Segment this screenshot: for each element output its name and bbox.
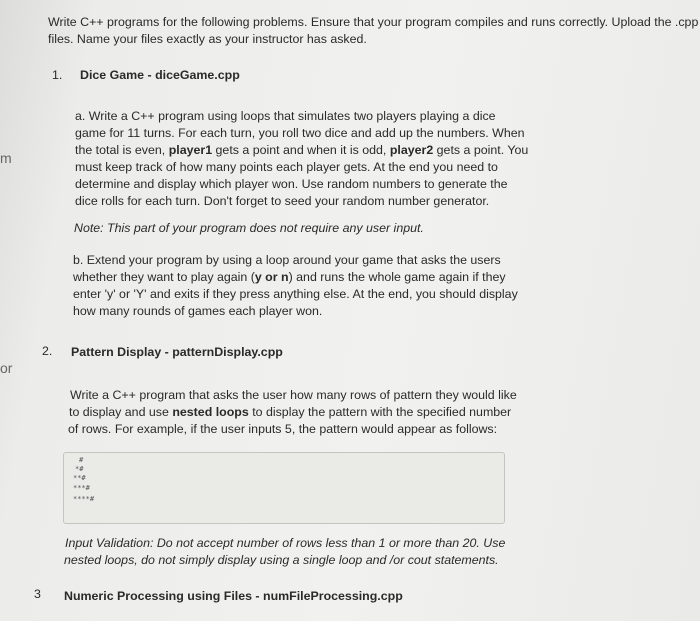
p1-b-line-3: enter 'y' or 'Y' and exits if they press anything else. At the end, you should display [73,287,518,301]
p2-line-2 [69,404,511,421]
problem-3-number: 3 [34,587,41,601]
p2-line-3: of rows. For example, if the user inputs 5, the pattern would appear as follows: [68,422,498,436]
edge-fragment-2: or [0,360,13,376]
p1-a-line-3-part-2: gets a point and when it is odd, [212,143,390,157]
intro-line-2: files. Name your files exactly as your instructor has asked. [48,32,367,46]
p1-a-line-6: dice rolls for each turn. Don't forget to seed your random number generator. [75,194,490,208]
p1-a-line-2: game for 11 turns. For each turn, you roll two dice and add up the numbers. When [75,126,525,140]
problem-3-title: Numeric Processing using Files - numFileProcessing.cpp [64,589,403,603]
p1-b-line-2-part-2: ) and runs the whole game again if they [288,270,506,284]
pattern-row-5: ****# [73,495,95,503]
pattern-row-1: # [79,456,84,464]
pattern-row-4: ***# [73,484,90,492]
problem-1-number: 1. [52,68,63,82]
p1-b-line-2-part-1: whether they want to play again ( [73,270,255,284]
p1-a-line-3-part-3: gets a point. You [433,143,529,157]
nested-loops-bold: nested loops [172,405,249,419]
p2-line-2-part-1: to display and use [69,405,173,419]
p1-b-line-4: how many rounds of games each player won. [73,304,323,318]
p2-line-2-part-2: to display the pattern with the specified number [248,405,512,419]
player2-bold: player2 [389,143,434,157]
problem-1-title: Dice Game - diceGame.cpp [80,68,240,82]
p1-b-line-1: b. Extend your program by using a loop around your game that asks the users [73,253,501,267]
p2-validation-line-2: nested loops, do not simply display using a single loop and /or cout statements. [64,553,499,567]
player1-bold: player1 [168,143,213,157]
edge-fragment-1: m [0,150,12,166]
pattern-row-3: **# [73,474,86,482]
p1-note: Note: This part of your program does not require any user input. [74,221,424,235]
p1-a-line-4: must keep track of how many points each player gets. At the end you need to [75,160,498,174]
p1-a-line-3-part-1: the total is even, [75,143,169,157]
problem-2-number: 2. [42,344,53,358]
pattern-row-2: *# [75,465,84,473]
y-or-n-bold: y or n [254,270,289,284]
problem-2-title: Pattern Display - patternDisplay.cpp [71,345,283,359]
p1-a-line-3 [75,142,528,159]
p2-line-1: Write a C++ program that asks the user how many rows of pattern they would like [70,388,517,402]
p1-a-line-1: a. Write a C++ program using loops that simulates two players playing a dice [75,109,496,123]
intro-line-1: Write C++ programs for the following problems. Ensure that your program compiles and runs correctly. Upload the .cpp [48,15,699,29]
p1-a-line-5: determine and display which player won. Use random numbers to generate the [75,177,508,191]
pattern-example-box [63,452,505,524]
p2-validation-line-1: Input Validation: Do not accept number of rows less than 1 or more than 20. Use [65,536,506,550]
p1-b-line-2 [73,269,506,286]
